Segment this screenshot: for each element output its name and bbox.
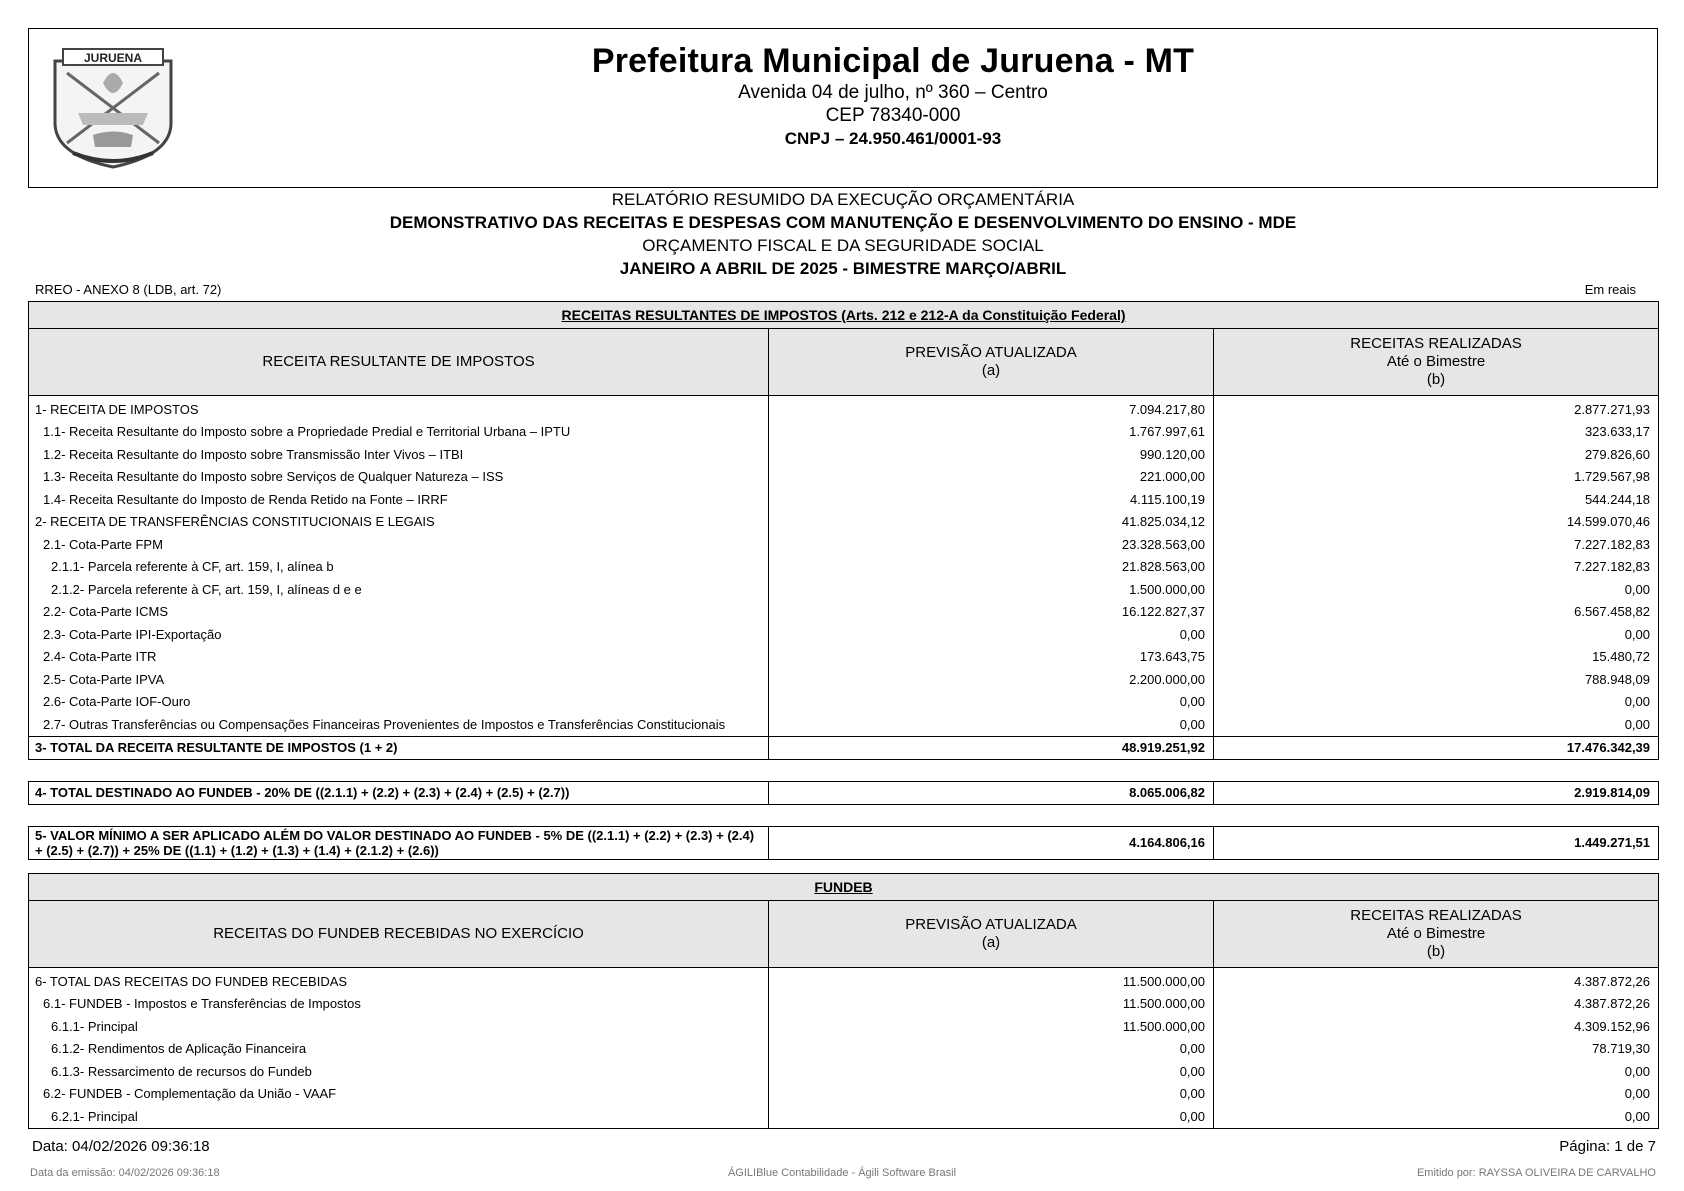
table-row: 2.6- Cota-Parte IOF-Ouro 0,00 0,00 <box>29 691 1659 714</box>
table-row: 1.1- Receita Resultante do Imposto sobre a Propriedade Predial e Territorial Urbana – IPTU 1.767.997,61 323.633,17 <box>29 421 1659 444</box>
table-row: 6.1- FUNDEB - Impostos e Transferências de Impostos 11.500.000,00 4.387.872,26 <box>29 993 1659 1016</box>
table-row: 6.2- FUNDEB - Complementação da União - VAAF 0,00 0,00 <box>29 1083 1659 1106</box>
total-row: 5- VALOR MÍNIMO A SER APLICADO ALÉM DO VALOR DESTINADO AO FUNDEB - 5% DE ((2.1.1) + (2.2) + (2.3) + (2.4) + (2.5) + (2.7)) + 25% DE ((1.1) + (1.2) + (1.3) + (1.4) + (2.1.2) + (2.6)) 4.164.806,16 1.449.271,51 <box>29 826 1659 859</box>
table-row: 6- TOTAL DAS RECEITAS DO FUNDEB RECEBIDAS 11.500.000,00 4.387.872,26 <box>29 968 1659 993</box>
table-row: 6.1.1- Principal 11.500.000,00 4.309.152,96 <box>29 1015 1659 1038</box>
table-row: 1.2- Receita Resultante do Imposto sobre Transmissão Inter Vivos – ITBI 990.120,00 279.826,60 <box>29 443 1659 466</box>
emission-date: Data da emissão: 04/02/2026 09:36:18 <box>30 1167 220 1179</box>
table-row: 2.1.1- Parcela referente à CF, art. 159, I, alínea b 21.828.563,00 7.227.182,83 <box>29 556 1659 579</box>
tax-revenue-table <box>28 301 1659 860</box>
table-row: 2.1- Cota-Parte FPM 23.328.563,00 7.227.182,83 <box>29 533 1659 556</box>
issuer-name: Emitido por: RAYSSA OLIVEIRA DE CARVALHO <box>1416 1167 1656 1179</box>
print-date: Data: 04/02/2026 09:36:18 <box>32 1138 210 1155</box>
table-row: 2.3- Cota-Parte IPI-Exportação 0,00 0,00 <box>29 623 1659 646</box>
table-row: 1.3- Receita Resultante do Imposto sobre Serviços de Qualquer Natureza – ISS 221.000,00 1.729.567,98 <box>29 466 1659 489</box>
svg-text:JURUENA: JURUENA <box>83 51 143 65</box>
table-row: 6.2.1- Principal 0,00 0,00 <box>29 1105 1659 1128</box>
column-header-forecast: PREVISÃO ATUALIZADA (a) <box>769 901 1214 968</box>
report-title-line3: ORÇAMENTO FISCAL E DA SEGURIDADE SOCIAL <box>642 236 1044 255</box>
total-row: 4- TOTAL DESTINADO AO FUNDEB - 20% DE ((2.1.1) + (2.2) + (2.3) + (2.4) + (2.5) + (2.7)) 8.065.006,82 2.919.814,09 <box>29 781 1659 804</box>
column-header-forecast: PREVISÃO ATUALIZADA (a) <box>769 329 1214 396</box>
report-title-line2: DEMONSTRATIVO DAS RECEITAS E DESPESAS COM MANUTENÇÃO E DESENVOLVIMENTO DO ENSINO - MDE <box>389 213 1297 232</box>
report-title-line1: RELATÓRIO RESUMIDO DA EXECUÇÃO ORÇAMENTÁRIA <box>611 190 1075 209</box>
table-row: 1.4- Receita Resultante do Imposto de Renda Retido na Fonte – IRRF 4.115.100,19 544.244,18 <box>29 488 1659 511</box>
annex-reference: RREO - ANEXO 8 (LDB, art. 72) <box>35 282 222 297</box>
fundeb-table <box>28 873 1659 1129</box>
column-header-realized: RECEITAS REALIZADAS Até o Bimestre (b) <box>1214 901 1659 968</box>
currency-units: Em reais <box>1584 282 1636 297</box>
municipality-address: Avenida 04 de julho, nº 360 – Centro <box>738 82 1048 103</box>
table-row: 2.4- Cota-Parte ITR 173.643,75 15.480,72 <box>29 646 1659 669</box>
table-row: 2.5- Cota-Parte IPVA 2.200.000,00 788.948,09 <box>29 668 1659 691</box>
section-title: FUNDEB <box>29 874 1659 901</box>
table-row: 2.7- Outras Transferências ou Compensações Financeiras Provenientes de Impostos e Transferências Constitucionais 0,00 0,00 <box>29 713 1659 736</box>
column-header-revenue: RECEITAS DO FUNDEB RECEBIDAS NO EXERCÍCIO <box>29 901 769 968</box>
table-row: 6.1.2- Rendimentos de Aplicação Financeira 0,00 78.719,30 <box>29 1038 1659 1061</box>
table-row: 2- RECEITA DE TRANSFERÊNCIAS CONSTITUCIONAIS E LEGAIS 41.825.034,12 14.599.070,46 <box>29 511 1659 534</box>
section-title: RECEITAS RESULTANTES DE IMPOSTOS (Arts. 212 e 212-A da Constituição Federal) <box>29 302 1659 329</box>
municipality-title: Prefeitura Municipal de Juruena - MT <box>591 42 1195 80</box>
municipality-cnpj: CNPJ – 24.950.461/0001-93 <box>784 129 1002 148</box>
report-period: JANEIRO A ABRIL DE 2025 - BIMESTRE MARÇO/ABRIL <box>619 259 1067 278</box>
letterhead <box>28 28 1658 188</box>
report-titles <box>28 188 1658 280</box>
page-number: Página: 1 de 7 <box>1559 1138 1656 1155</box>
software-credit: ÁGILIBlue Contabilidade - Ágili Software Brasil <box>727 1167 957 1179</box>
column-header-revenue: RECEITA RESULTANTE DE IMPOSTOS <box>29 329 769 396</box>
total-row: 3- TOTAL DA RECEITA RESULTANTE DE IMPOSTOS (1 + 2) 48.919.251,92 17.476.342,39 <box>29 736 1659 759</box>
municipality-cep: CEP 78340-000 <box>825 105 961 126</box>
column-header-realized: RECEITAS REALIZADAS Até o Bimestre (b) <box>1214 329 1659 396</box>
table-row: 6.1.3- Ressarcimento de recursos do Fundeb 0,00 0,00 <box>29 1060 1659 1083</box>
table-row: 2.2- Cota-Parte ICMS 16.122.827,37 6.567.458,82 <box>29 601 1659 624</box>
table-row: 1- RECEITA DE IMPOSTOS 7.094.217,80 2.877.271,93 <box>29 396 1659 421</box>
table-row: 2.1.2- Parcela referente à CF, art. 159, I, alíneas d e e 1.500.000,00 0,00 <box>29 578 1659 601</box>
